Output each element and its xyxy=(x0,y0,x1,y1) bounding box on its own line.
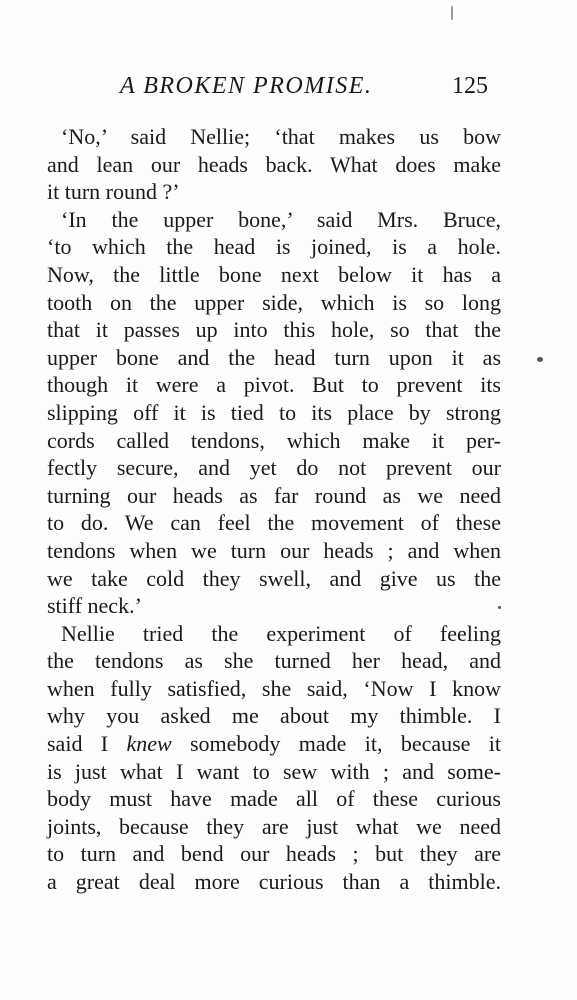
text-line: to turn and bend our heads ; but they are xyxy=(47,841,501,867)
text-line: upper bone and the head turn upon it as xyxy=(47,344,501,370)
text-line: slipping off it is tied to its place by strong xyxy=(47,399,501,425)
text-line: it turn round ?’ xyxy=(47,179,180,205)
text-line: joints, because they are just what we need xyxy=(47,813,501,839)
text-line: Nellie tried the experiment of feeling xyxy=(61,620,501,646)
text-line: cords called tendons, which make it per- xyxy=(47,427,501,453)
text-line: why you asked me about my thimble. I xyxy=(47,703,501,729)
text-line: ‘No,’ said Nellie; ‘that makes us bow xyxy=(61,124,501,149)
text-line: when fully satisfied, she said, ‘Now I know xyxy=(47,675,501,701)
running-head xyxy=(0,73,577,107)
ink-speck xyxy=(537,357,543,362)
text-line: ‘to which the head is joined, is a hole. xyxy=(47,234,501,260)
text-line: Now, the little bone next below it has a xyxy=(47,261,501,287)
ink-speck xyxy=(451,6,453,20)
text-line: tendons when we turn our heads ; and when xyxy=(47,537,501,563)
text-line: stiff neck.’ xyxy=(47,593,142,619)
text-line: is just what I want to sew with ; and some- xyxy=(47,758,501,784)
text-line: tooth on the upper side, which is so long xyxy=(47,289,501,315)
text-line: fectly secure, and yet do not prevent our xyxy=(47,455,501,481)
paragraph xyxy=(47,123,501,206)
text-line: turning our heads as far round as we need xyxy=(47,482,501,508)
page-number: 125 xyxy=(452,73,488,99)
text-line: the tendons as she turned her head, and xyxy=(47,648,501,674)
body-text xyxy=(47,123,501,896)
paragraph xyxy=(47,620,501,896)
text-line: ‘In the upper bone,’ said Mrs. Bruce, xyxy=(61,206,501,232)
running-title: A BROKEN PROMISE. xyxy=(120,73,373,99)
text-line: though it were a pivot. But to prevent its xyxy=(47,372,501,398)
text-line: that it passes up into this hole, so that the xyxy=(47,317,501,343)
text-line: a great deal more curious than a thimble. xyxy=(47,869,501,895)
text-line: we take cold they swell, and give us the xyxy=(47,565,501,591)
paragraph xyxy=(47,206,501,620)
text-line: body must have made all of these curious xyxy=(47,786,501,812)
text-line: and lean our heads back. What does make xyxy=(47,151,501,177)
text-line: to do. We can feel the movement of these xyxy=(47,510,501,536)
text-line: said I knew somebody made it, because it xyxy=(47,731,502,757)
